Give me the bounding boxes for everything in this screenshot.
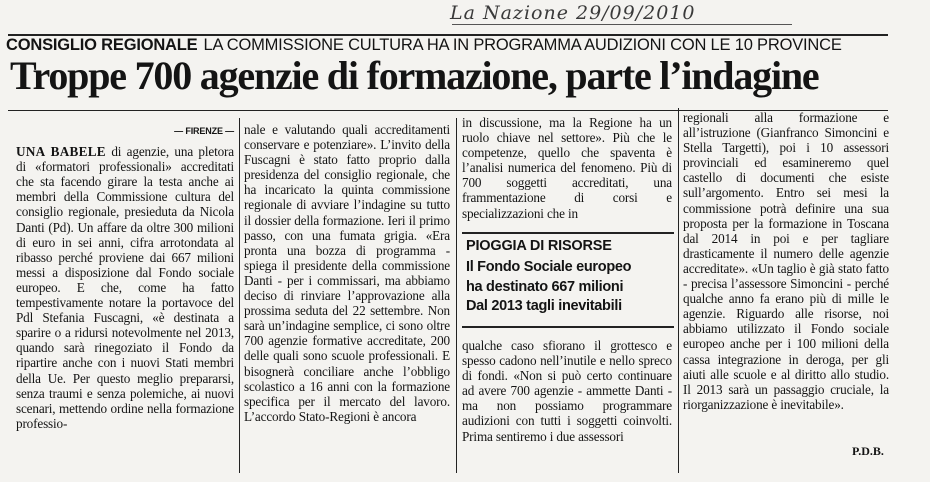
box-bottom-rule [462, 326, 674, 328]
headline: Troppe 700 agenzie di formazione, parte l’indagine [10, 53, 819, 98]
column-1-body: di agenzie, una pletora di «formatori professionali» accreditati che sta facendo girare la testa anche ai membri della Commissione cultura del consiglio regionale, presieduta da Nicola Danti (Pd). Un affare da oltre 300 milioni di euro in sei anni, cifra arrotondata al ribasso perché proviene dai 667 milioni messi a disposizione dal Fondo sociale europeo. E che, come ha fatto tempestivamente notare la portavoce del Pdl Stefania Fuscagni, «è destinata a sparire o a ridursi notevolmente nel 2013, quando sarà rinegoziato il Fondo da ripartire anche con i nuovi Stati membri della Ue. Per questo meglio prepararsi, senza traumi e senza polemiche, ai nuovi scenari, mettendo ordine nella formazione professio- [16, 144, 234, 431]
box-line-1: Il Fondo Sociale europeo [466, 259, 632, 275]
column-divider-3 [678, 108, 679, 473]
handwritten-underline [452, 24, 792, 25]
box-top-rule [462, 232, 674, 234]
top-rule [8, 34, 888, 36]
column-4 [683, 110, 889, 412]
column-3-bottom [462, 338, 672, 444]
column-3-bottom-body: qualche caso sfiorano il grottesco e spesso cadono nell’inutile e nello spreco di fondi. «Non si può certo continuare ad avere 700 agenzie - ammette Danti - ma non possiamo programmare audizioni con tutti i soggetti coinvolti. Prima sentiremo i due assessori [462, 338, 672, 444]
column-2-body: nale e valutando quali accreditamenti conservare e potenziare». L’invito della Fuscagni è stato fatto proprio dalla presidenza del consiglio regionale, che ha incaricato la quinta commissione regionale di avviare l’indagine su tutto il dossier della formazione. Ieri il primo passo, con una fumata grigia. «Era pronta una bozza di programma - spiega il presidente della commissione Danti - per i commissari, ma abbiamo deciso di rinviare l’approvazione alla prossima seduta del 22 settembre. Non sarà un’indagine semplice, ci sono oltre 700 agenzie formative accreditate, 200 delle quali sono scuole professionali. E bisognerà conciliare anche l’obbligo scolastico a 16 anni con la formazione specifica per il mercato del lavoro. L’accordo Stato-Regioni è ancora [244, 122, 450, 424]
kicker-subtitle: LA COMMISSIONE CULTURA HA IN PROGRAMMA AUDIZIONI CON LE 10 PROVINCE [203, 36, 842, 54]
lead-words: UNA BABELE [16, 144, 106, 160]
column-1-text [16, 144, 234, 431]
column-3-top [462, 115, 672, 221]
box-title: PIOGGIA DI RISORSE [466, 238, 612, 254]
column-4-body: regionali alla formazione e all’istruzione (Gianfranco Simoncini e Stella Targetti), poi i 10 assessori provinciali ed esamineremo quel castello di documenti che esiste sull’argomento. Entro sei mesi la commissione potrà definire una sua proposta per la formazione in Toscana dal 2014 in poi e per tagliare drasticamente il numero delle agenzie accreditate». «Un taglio è già stato fatto - precisa l’assessore Simoncini - perché qualche anno fa erano più di mille le agenzie. Riguardo alle risorse, noi abbiamo utilizzato il Fondo sociale europeo anche per i 100 milioni della cassa integrazione in deroga, per gli aiuti alle scuole e al diritto allo studio. Il 2013 sarà un passaggio cruciale, la riorganizzazione è inevitabile». [683, 110, 889, 412]
handwritten-date-note: La Nazione 29/09/2010 [450, 2, 696, 24]
column-divider-1 [239, 118, 240, 473]
kicker-section: CONSIGLIO REGIONALE [6, 36, 198, 54]
column-1 [16, 124, 234, 431]
dateline: — FIRENZE — [174, 126, 234, 136]
column-2 [244, 122, 450, 424]
column-3-top-body: in discussione, ma la Regione ha un ruolo chiave nel settore». Più che le competenze, quello che spaventa è l’analisi numerica del fenomeno. Più di 700 soggetti accreditati, una frammentazione di corsi e specializzazioni che in [462, 115, 672, 221]
box-highlight [466, 258, 676, 317]
column-divider-2 [456, 118, 457, 473]
box-line-3: Dal 2013 tagli inevitabili [466, 298, 622, 314]
signature: P.D.B. [852, 444, 884, 458]
box-line-2: ha destinato 667 milioni [466, 278, 624, 295]
